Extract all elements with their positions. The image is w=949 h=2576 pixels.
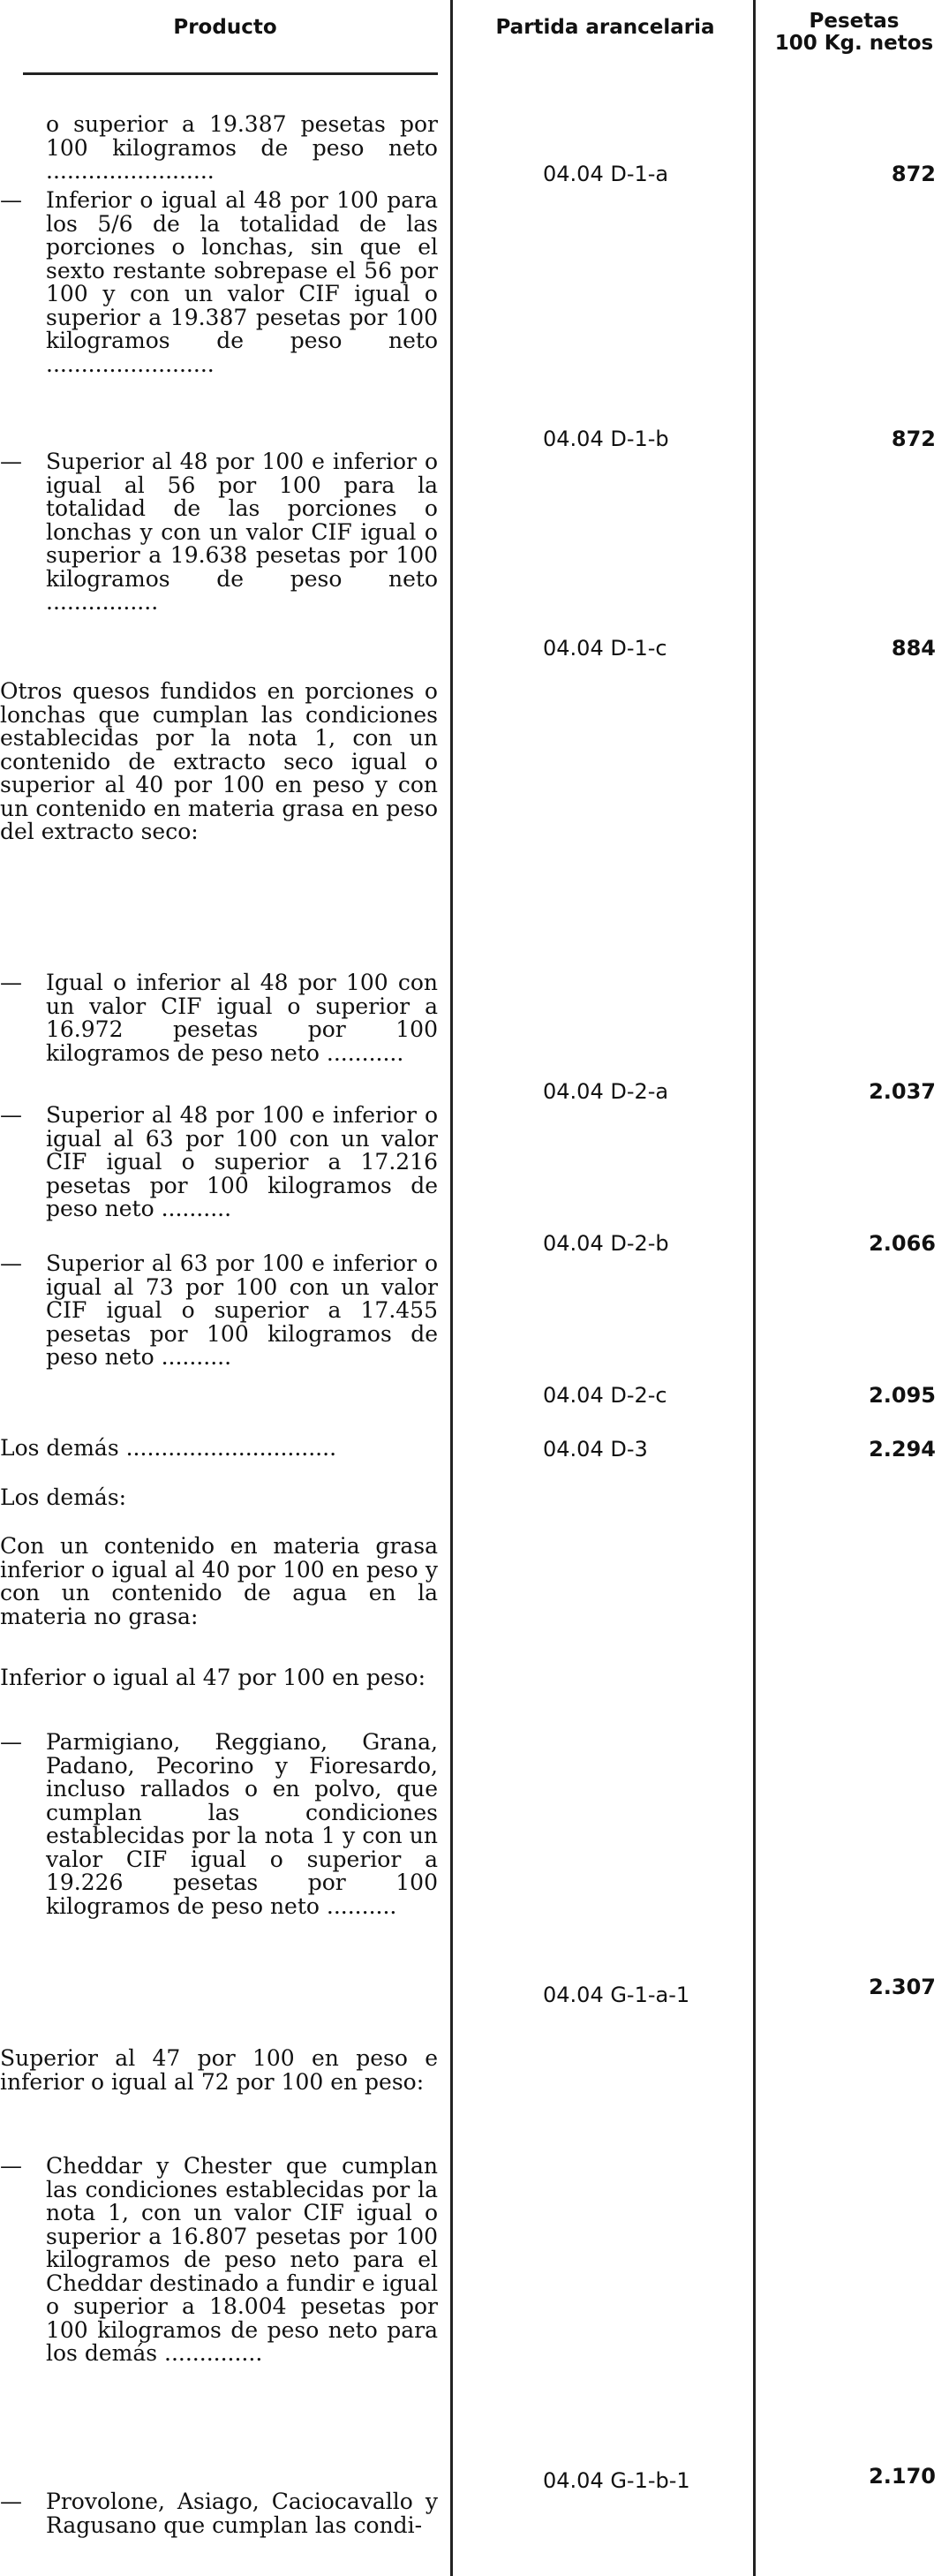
- header-pesetas-line1: Pesetas: [809, 10, 900, 33]
- row-5: [0, 1104, 438, 1221]
- row-code-5: 04.04 D-2-b: [543, 1231, 669, 1256]
- row-text-5: Superior al 48 por 100 e inferior o igual al 63 por 100 con un valor CIF igual o superior a 17.216 pesetas por 100 kilogramos de peso neto ..........: [46, 1102, 438, 1221]
- dash-marker: —: [0, 970, 22, 995]
- row-code-0: 04.04 D-1-a: [543, 162, 669, 186]
- row-text-14: Provolone, Asiago, Caciocavallo y Ragusano que cumplan las condi-: [46, 2489, 438, 2538]
- dash-marker: —: [0, 1250, 22, 1276]
- row-code-13: 04.04 G-1-b-1: [543, 2468, 690, 2493]
- row-amount-7: 2.294: [869, 1437, 936, 1462]
- dash-marker: —: [0, 187, 22, 213]
- column-divider-1: [450, 0, 453, 2576]
- row-code-6: 04.04 D-2-c: [543, 1383, 667, 1408]
- row-amount-0: 872: [891, 162, 936, 186]
- row-4: [0, 971, 438, 1065]
- row-amount-6: 2.095: [869, 1383, 936, 1408]
- row-amount-11: 2.307: [869, 1975, 936, 1999]
- row-code-1: 04.04 D-1-b: [543, 427, 669, 451]
- dash-marker: —: [0, 2489, 22, 2514]
- row-text-11: Parmigiano, Reggiano, Grana, Padano, Pecorino y Fioresardo, incluso rallados o en polvo, que cumplan las condiciones establecidas por la nota 1 y con un valor CIF igual o superior a 19.226 pesetas por 100 kilogramos de peso neto ..........: [46, 1729, 438, 1919]
- row-amount-4: 2.037: [869, 1079, 936, 1104]
- row-code-7: 04.04 D-3: [543, 1437, 648, 1462]
- row-text-12: Superior al 47 por 100 en peso e inferior o igual al 72 por 100 en peso:: [0, 2045, 438, 2095]
- row-6: [0, 1252, 438, 1370]
- dash-marker: —: [0, 449, 22, 474]
- row-14: [0, 2490, 438, 2537]
- row-11: [0, 1731, 438, 1918]
- header-pesetas: [759, 11, 949, 55]
- row-code-2: 04.04 D-1-c: [543, 636, 667, 661]
- row-text-7: Los demás ..............................: [0, 1435, 337, 1461]
- row-amount-5: 2.066: [869, 1231, 936, 1256]
- row-text-9: Con un contenido en materia grasa inferior o igual al 40 por 100 en peso y con un contenido de agua en la materia no grasa:: [0, 1533, 438, 1629]
- row-text-10: Inferior o igual al 47 por 100 en peso:: [0, 1665, 426, 1690]
- row-amount-2: 884: [891, 636, 936, 661]
- header-rule: [23, 72, 438, 75]
- row-code-4: 04.04 D-2-a: [543, 1079, 669, 1104]
- header-producto: Producto: [173, 16, 277, 39]
- row-text-13: Cheddar y Chester que cumplan las condiciones establecidas por la nota 1, con un valor CIF igual o superior a 16.807 pesetas por 100 kilogramos de peso neto para el Cheddar destinado a fundir e igual o superior a 18.004 pesetas por 100 kilogramos de peso neto para los demás ..............: [46, 2153, 438, 2366]
- row-text-2: Superior al 48 por 100 e inferior o igual al 56 por 100 para la totalidad de las porciones o lonchas y con un valor CIF igual o superior a 19.638 pesetas por 100 kilogramos de peso neto ................: [46, 449, 438, 615]
- row-text-6: Superior al 63 por 100 e inferior o igual al 73 por 100 con un valor CIF igual o superior a 17.455 pesetas por 100 kilogramos de peso neto ..........: [46, 1250, 438, 1370]
- row-text-1: Inferior o igual al 48 por 100 para los 5/6 de la totalidad de las porciones o lonchas, sin que el sexto restante sobrepase el 56 por 100 y con un valor CIF igual o superior a 19.387 pesetas por 100 kilogramos de peso neto ........................: [46, 187, 438, 377]
- header-pesetas-line2: 100 Kg. netos: [774, 32, 934, 55]
- row-amount-13: 2.170: [869, 2464, 936, 2489]
- row-text-8: Los demás:: [0, 1484, 127, 1510]
- row-text-0: o superior a 19.387 pesetas por 100 kilogramos de peso neto ........................: [46, 111, 438, 184]
- row-2: [0, 450, 438, 615]
- header-partida-arancelaria: Partida arancelaria: [495, 16, 715, 39]
- row-1: [0, 189, 438, 376]
- dash-marker: —: [0, 2153, 22, 2179]
- row-text-4: Igual o inferior al 48 por 100 con un valor CIF igual o superior a 16.972 pesetas por 100 kilogramos de peso neto ...........: [46, 970, 438, 1066]
- dash-marker: —: [0, 1102, 22, 1128]
- column-divider-2: [753, 0, 756, 2576]
- row-13: [0, 2155, 438, 2366]
- row-text-3: Otros quesos fundidos en porciones o lonchas que cumplan las condiciones establecidas por la nota 1, con un contenido de extracto seco igual o superior al 40 por 100 en peso y con un contenido en materia grasa en peso del extracto seco:: [0, 678, 438, 844]
- row-amount-1: 872: [891, 427, 936, 451]
- row-code-11: 04.04 G-1-a-1: [543, 1983, 690, 2007]
- dash-marker: —: [0, 1729, 22, 1755]
